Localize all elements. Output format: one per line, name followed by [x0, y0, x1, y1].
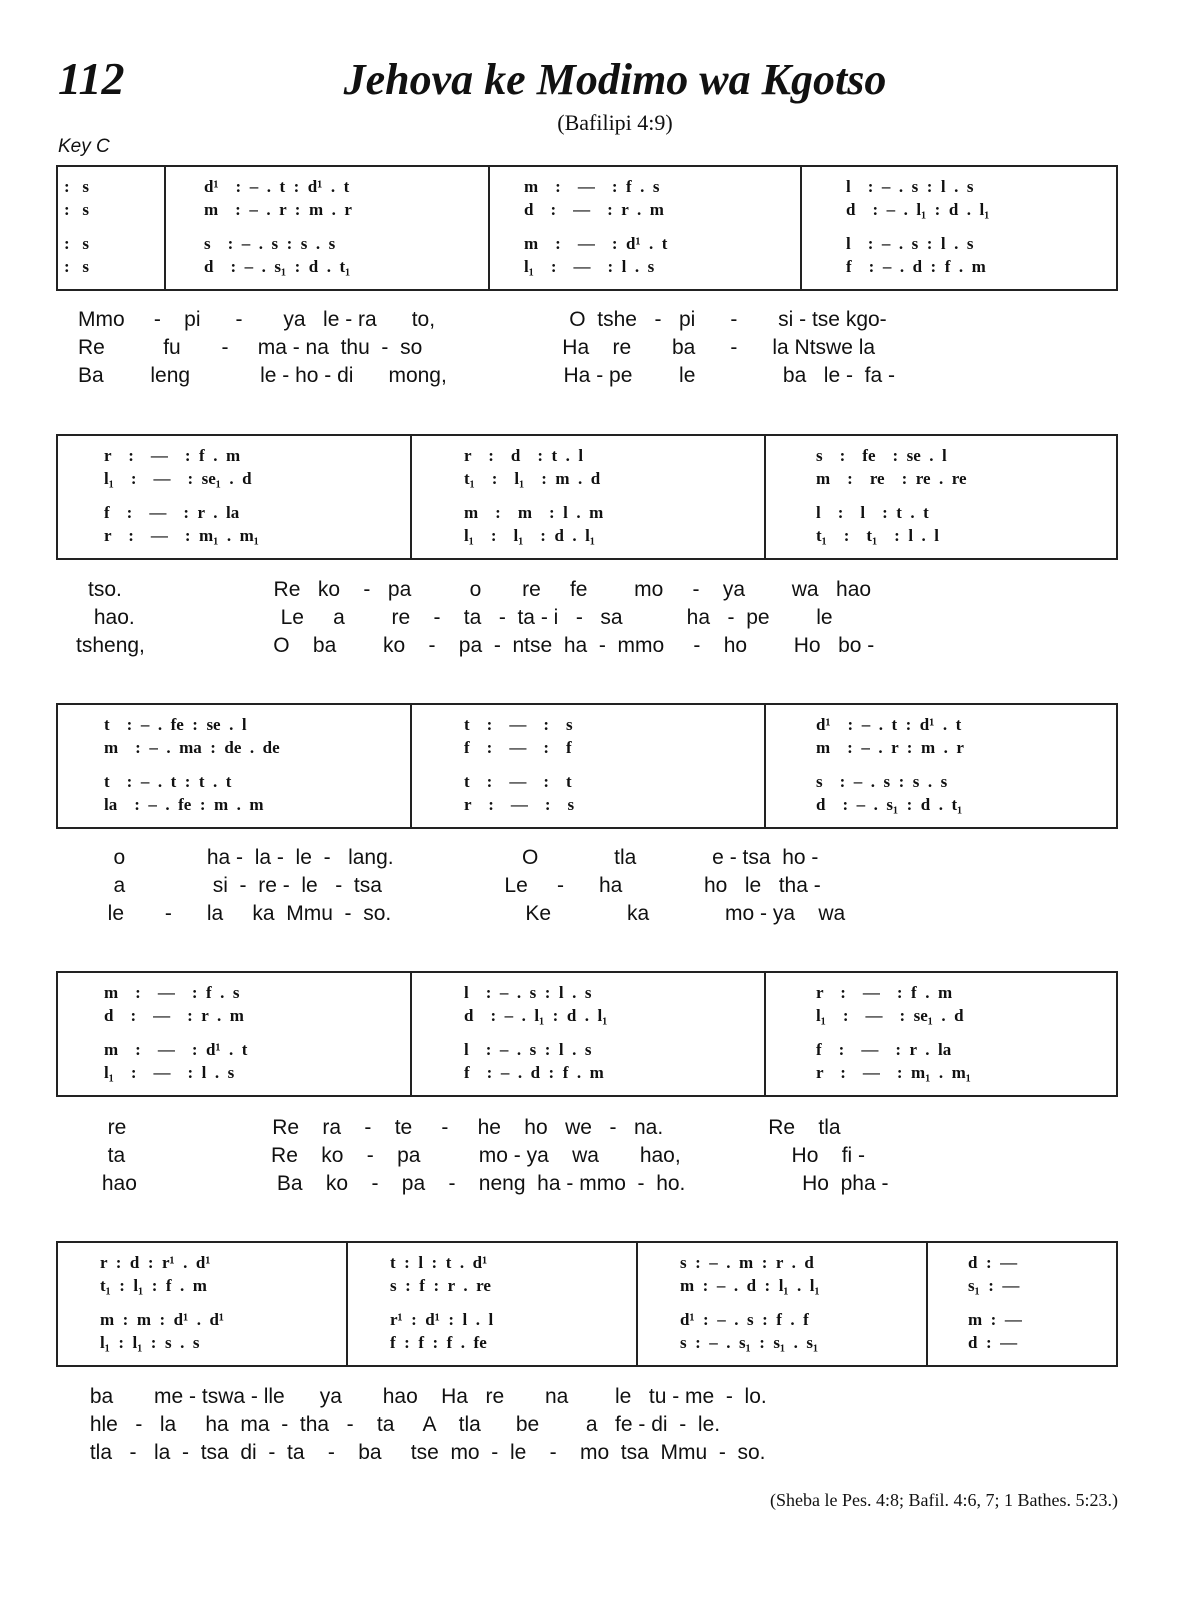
solfa-cell: r¹ : d¹ : l . l [390, 1310, 494, 1329]
lyric-line: o ha - la - le - lang. O tla e - tsa ho - [96, 846, 819, 869]
solfa-cell: l : – . s : l . s [846, 177, 974, 196]
solfa-cell: l₁ : l₁ : s . s [100, 1333, 200, 1352]
solfa-cell: r : — : m₁ . m₁ [816, 1063, 971, 1082]
solfa-cell: t₁ : t₁ : l . l [816, 526, 940, 545]
solfa-cell: m : re : re . re [816, 469, 967, 488]
solfa-cell: l : – . s : l . s [464, 983, 592, 1002]
hymn-title: Jehova ke Modimo wa Kgotso [343, 55, 887, 104]
lyric-line: ba me - tswa - lle ya hao Ha re na le tu - me - lo. [84, 1385, 767, 1408]
key-signature: Key C [58, 136, 110, 157]
lyric-line: tsheng, O ba ko - pa - ntse ha - mmo - ho Ho bo - [76, 634, 875, 657]
solfa-cell: r : d : t . l [464, 446, 584, 465]
solfa-cell: : s [64, 200, 90, 219]
solfa-cell: l₁ : l₁ : d . l₁ [464, 526, 595, 545]
solfa-cell: m : — : f . s [104, 983, 240, 1002]
solfa-cell: t₁ : l₁ : f . m [100, 1276, 207, 1295]
solfa-cell: r : d : r¹ . d¹ [100, 1253, 211, 1272]
solfa-cell: t : – . fe : se . l [104, 715, 247, 734]
solfa-system [56, 703, 1118, 829]
solfa-cell: l₁ : — : l . s [104, 1063, 235, 1082]
scripture-references: (Sheba le Pes. 4:8; Bafil. 4:6, 7; 1 Bathes. 5:23.) [770, 1490, 1118, 1510]
solfa-cell: s₁ : — [968, 1276, 1020, 1295]
solfa-cell: d¹ : – . t : d¹ . t [204, 177, 350, 196]
solfa-cell: l : – . s : l . s [846, 234, 974, 253]
solfa-cell: d : — [968, 1333, 1018, 1352]
solfa-cell: t : — : t [464, 772, 572, 791]
solfa-system [56, 165, 1118, 291]
solfa-cell: d : – . l₁ : d . l₁ [846, 200, 990, 219]
solfa-cell: s : – . s : s . s [816, 772, 948, 791]
solfa-cell: : s [64, 257, 90, 276]
solfa-cell: l₁ : — : l . s [524, 257, 655, 276]
solfa-cell: r : — : m₁ . m₁ [104, 526, 259, 545]
solfa-cell: d¹ : – . s : f . f [680, 1310, 809, 1329]
solfa-cell: f : — : r . la [104, 503, 240, 522]
solfa-cell: t : – . t : t . t [104, 772, 232, 791]
solfa-cell: l₁ : — : se₁ . d [104, 469, 252, 488]
lyric-line: Ba leng le - ho - di mong, Ha - pe le ba le - fa - [78, 364, 895, 387]
solfa-cell: s : – . m : r . d [680, 1253, 814, 1272]
solfa-cell: d : – . s₁ : d . t₁ [204, 257, 351, 276]
lyric-line: ta Re ko - pa mo - ya wa hao, Ho fi - [96, 1144, 866, 1167]
solfa-cell: f : — : r . la [816, 1040, 952, 1059]
solfa-cell: t : — : s [464, 715, 573, 734]
solfa-cell: r : — : s [464, 795, 575, 814]
solfa-cell: t : l : t . d¹ [390, 1253, 488, 1272]
solfa-cell: s : f : r . re [390, 1276, 491, 1295]
solfa-cell: d : — [968, 1253, 1018, 1272]
hymn-number: 112 [58, 53, 125, 104]
lyric-line: Mmo - pi - ya le - ra to, O tshe - pi - si - tse kgo- [78, 308, 887, 331]
solfa-cell: s : – . s₁ : s₁ . s₁ [680, 1333, 819, 1352]
solfa-cell: r : — : f . m [104, 446, 241, 465]
solfa-cell: d : — : r . m [524, 200, 664, 219]
solfa-cell: f : – . d : f . m [464, 1063, 604, 1082]
solfa-cell: la : – . fe : m . m [104, 795, 264, 814]
solfa-cell: r : — : f . m [816, 983, 953, 1002]
solfa-cell: s : – . s : s . s [204, 234, 336, 253]
lyric-line: hao Ba ko - pa - neng ha - mmo - ho. Ho pha - [96, 1172, 889, 1195]
solfa-cell: l₁ : — : se₁ . d [816, 1006, 964, 1025]
lyric-line: a si - re - le - tsa Le - ha ho le tha - [96, 874, 821, 897]
solfa-cell: f : f : f . fe [390, 1333, 487, 1352]
solfa-cell: : s [64, 234, 90, 253]
lyric-line: Re fu - ma - na thu - so Ha re ba - la Ntswe la [78, 336, 876, 359]
solfa-cell: d : – . s₁ : d . t₁ [816, 795, 963, 814]
solfa-cell: d : — : r . m [104, 1006, 244, 1025]
solfa-system [56, 434, 1118, 560]
solfa-cell: d : – . l₁ : d . l₁ [464, 1006, 608, 1025]
solfa-system [56, 971, 1118, 1097]
solfa-cell: m : – . r : m . r [204, 200, 352, 219]
solfa-cell: m : — : f . s [524, 177, 660, 196]
solfa-cell: l : l : t . t [816, 503, 929, 522]
lyric-line: hao. Le a re - ta - ta - i - sa ha - pe le [88, 606, 833, 629]
solfa-cell: m : – . r : m . r [816, 738, 964, 757]
solfa-cell: s : fe : se . l [816, 446, 947, 465]
solfa-cell: m : m : d¹ . d¹ [100, 1310, 224, 1329]
solfa-cell: m : — [968, 1310, 1022, 1329]
solfa-cell: m : – . ma : de . de [104, 738, 280, 757]
solfa-cell: t₁ : l₁ : m . d [464, 469, 601, 488]
solfa-cell: d¹ : – . t : d¹ . t [816, 715, 962, 734]
solfa-cell: m : m : l . m [464, 503, 604, 522]
lyric-line: le - la ka Mmu - so. Ke ka mo - ya wa [96, 902, 846, 925]
solfa-cell: : s [64, 177, 90, 196]
solfa-cell: l : – . s : l . s [464, 1040, 592, 1059]
lyric-line: tla - la - tsa di - ta - ba tse mo - le - mo tsa Mmu - so. [84, 1441, 766, 1464]
hymn-subtitle: (Bafilipi 4:9) [557, 110, 673, 135]
lyric-line: hle - la ha ma - tha - ta A tla be a fe - di - le. [84, 1413, 721, 1436]
lyric-line: tso. Re ko - pa o re fe mo - ya wa hao [88, 578, 872, 601]
solfa-cell: f : – . d : f . m [846, 257, 986, 276]
solfa-cell: m : – . d : l₁ . l₁ [680, 1276, 820, 1295]
solfa-cell: m : — : d¹ . t [524, 234, 668, 253]
solfa-cell: f : — : f [464, 738, 572, 757]
solfa-system [56, 1241, 1118, 1367]
solfa-cell: m : — : d¹ . t [104, 1040, 248, 1059]
lyric-line: re Re ra - te - he ho we - na. Re tla [96, 1116, 841, 1139]
